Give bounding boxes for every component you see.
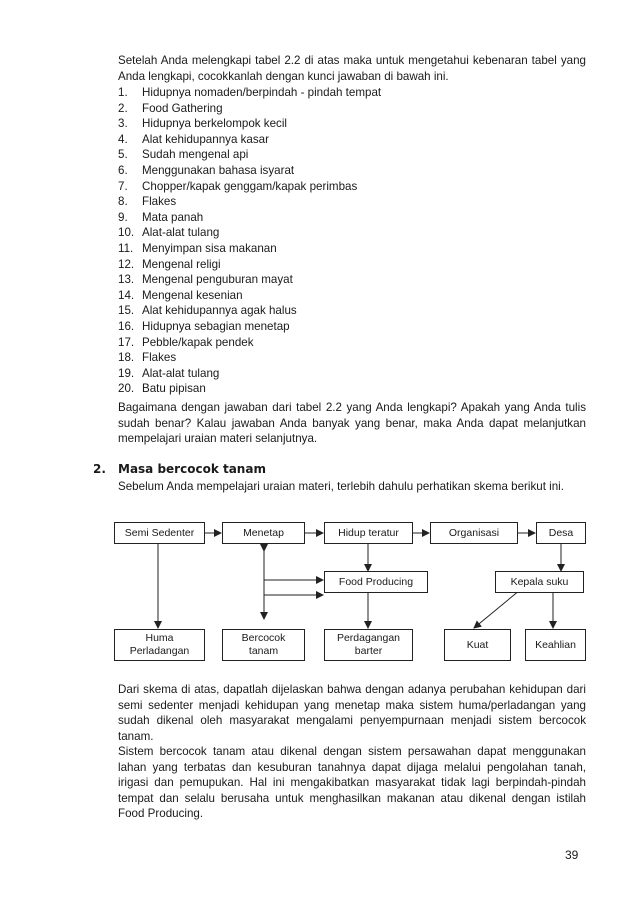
answer-number: 4. [118,132,128,146]
node-semi-sedenter: Semi Sedenter [114,522,205,544]
node-kepala-suku: Kepala suku [495,571,584,593]
node-huma-perladangan: Huma Perladangan [114,629,205,661]
answer-key-list [118,85,578,397]
answer-text: Flakes [142,351,177,365]
node-food-producing: Food Producing [324,571,428,593]
explanation-paragraph-1: Dari skema di atas, dapatlah dijelaskan bahwa dengan adanya perubahan kehidupan dari semi sedenter menjadi kehidupan yang menetap maka sistem huma/perladangan yang sudah dikenal oleh masyarakat mengalami penyempurnaan menjadi sistem bercocok tanam. [118,683,586,743]
answer-item [118,194,578,210]
answer-text: Hidupnya sebagian menetap [142,319,290,333]
answer-item [118,225,578,241]
answer-text: Batu pipisan [142,382,206,396]
answer-item [118,366,578,382]
answer-item [118,179,578,195]
answer-number: 14. [118,288,135,302]
answer-number: 9. [118,210,128,224]
answer-number: 13. [118,273,135,287]
answer-item [118,101,578,117]
answer-item [118,350,578,366]
node-hidup-teratur: Hidup teratur [324,522,413,544]
node-menetap: Menetap [222,522,305,544]
answer-text: Alat kehidupannya kasar [142,132,269,146]
answer-item [118,303,578,319]
node-organisasi: Organisasi [430,522,518,544]
answer-text: Chopper/kapak genggam/kapak perimbas [142,179,358,193]
answer-text: Hidupnya berkelompok kecil [142,117,287,131]
answer-item [118,335,578,351]
answer-item [118,381,578,397]
answer-number: 17. [118,335,135,349]
answer-text: Mengenal penguburan mayat [142,273,293,287]
arrow-kepala-to-kuat [474,590,520,628]
answer-number: 2. [118,101,128,115]
section-heading [93,462,266,476]
section-title: Masa bercocok tanam [118,462,266,476]
answer-text: Menyimpan sisa makanan [142,241,277,255]
answer-number: 12. [118,257,135,271]
explanation-paragraph-2: Sistem bercocok tanam atau dikenal dengan sistem persawahan dapat menggunakan lahan yang terbatas dan kesuburan tanahnya dapat dijaga melalui pengolahan tanah, irigasi dan pemupukan. Hal ini mengakibatkan masyarakat tidak lagi berpindah-pindah tempat dan selalu berusaha untuk menghasilkan makanan atau dikenal dengan istilah Food Producing. [118,745,586,821]
answer-number: 7. [118,179,128,193]
node-keahlian: Keahlian [525,629,586,661]
intro-paragraph: Setelah Anda melengkapi tabel 2.2 di atas maka untuk mengetahui kebenaran tabel yang Anda lengkapi, cocokkanlah dengan kunci jawaban di bawah ini. [118,54,586,83]
answer-item [118,85,578,101]
answer-text: Hidupnya nomaden/berpindah - pindah tempat [142,86,382,99]
node-kuat: Kuat [444,629,511,661]
answer-text: Flakes [142,195,177,209]
answer-text: Mengenal kesenian [142,288,243,302]
answer-item [118,272,578,288]
answer-text: Pebble/kapak pendek [142,335,254,349]
answer-number: 20. [118,382,135,396]
answer-item [118,163,578,179]
answer-number: 19. [118,366,135,380]
answer-number: 6. [118,163,128,177]
node-bercocok-tanam: Bercocok tanam [222,629,305,661]
answer-text: Alat kehidupannya agak halus [142,304,297,318]
answer-item [118,210,578,226]
answer-item [118,319,578,335]
section-intro-paragraph: Sebelum Anda mempelajari uraian materi, terlebih dahulu perhatikan skema berikut ini. [118,480,564,493]
node-perdagangan-barter: Perdagangan barter [324,629,413,661]
answer-number: 5. [118,148,128,162]
check-answers-paragraph: Bagaimana dengan jawaban dari tabel 2.2 yang Anda lengkapi? Apakah yang Anda tulis sudah benar? Kalau jawaban Anda banyak yang benar, maka Anda dapat melanjutkan mempelajari uraian materi selanjutnya. [118,401,586,446]
answer-item [118,241,578,257]
answer-text: Food Gathering [142,101,223,115]
answer-number: 18. [118,351,135,365]
answer-number: 3. [118,117,128,131]
answer-text: Menggunakan bahasa isyarat [142,163,295,177]
answer-item [118,257,578,273]
answer-number: 10. [118,226,135,240]
answer-text: Mata panah [142,210,204,224]
answer-text: Sudah mengenal api [142,148,249,162]
answer-item [118,147,578,163]
node-desa: Desa [536,522,586,544]
answer-number: 15. [118,304,135,318]
section-number: 2. [93,462,106,476]
answer-number: 16. [118,319,135,333]
page-number: 39 [565,848,579,862]
answer-text: Mengenal religi [142,257,221,271]
answer-text: Alat-alat tulang [142,366,220,380]
answer-number: 11. [118,241,134,255]
answer-item [118,116,578,132]
answer-item [118,132,578,148]
answer-text: Alat-alat tulang [142,226,220,240]
answer-number: 1. [118,86,128,99]
answer-number: 8. [118,195,128,209]
answer-item [118,288,578,304]
